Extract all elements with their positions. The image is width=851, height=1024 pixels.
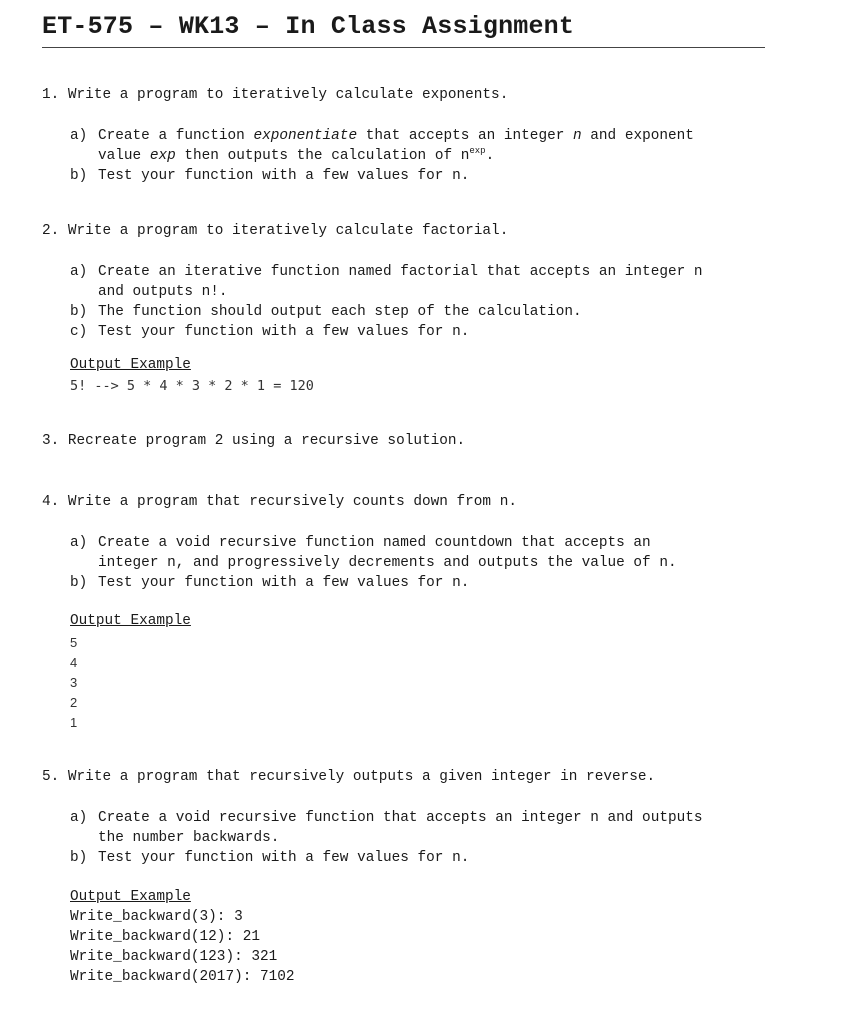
item-text: Create an iterative function named factorial that accepts an integer n xyxy=(98,264,703,280)
output-example-line: 5! --> 5 * 4 * 3 * 2 * 1 = 120 xyxy=(70,378,314,394)
item-label: b) xyxy=(70,304,88,320)
item-text: Test your function with a few values for n. xyxy=(98,324,470,340)
exponent-superscript: exp xyxy=(469,146,486,157)
text-part: and exponent xyxy=(581,128,694,144)
text-part: Create a function xyxy=(98,128,254,144)
countdown-value: 4 xyxy=(70,655,78,670)
item-text: Test your function with a few values for n. xyxy=(98,168,470,184)
item-label: b) xyxy=(70,575,88,591)
question-2-item-b xyxy=(70,302,582,322)
question-2-item-c xyxy=(70,322,469,342)
text-part: . xyxy=(485,148,495,164)
item-label: b) xyxy=(70,168,88,184)
item-label: a) xyxy=(70,264,88,280)
item-label: b) xyxy=(70,850,88,866)
item-label: c) xyxy=(70,324,88,340)
question-2: 2. Write a program to iteratively calculate factorial. xyxy=(42,223,509,239)
countdown-value: 5 xyxy=(70,635,78,650)
item-label: a) xyxy=(70,810,88,826)
question-3: 3. Recreate program 2 using a recursive solution. xyxy=(42,433,466,449)
item-text: Test your function with a few values for n. xyxy=(98,850,470,866)
question-1: 1. Write a program to iteratively calculate exponents. xyxy=(42,87,509,103)
function-name: exponentiate xyxy=(253,128,358,144)
item-text-continued: integer n, and progressively decrements and outputs the value of n. xyxy=(98,555,677,571)
output-example-line: Write_backward(12): 21 xyxy=(70,929,260,945)
question-5-item-b xyxy=(70,848,469,868)
page-title: ET-575 – WK13 – In Class Assignment xyxy=(42,12,765,48)
question-4: 4. Write a program that recursively counts down from n. xyxy=(42,494,517,510)
question-4-item-a xyxy=(70,533,677,573)
item-text: Create a void recursive function named countdown that accepts an xyxy=(98,535,651,551)
text-part: value xyxy=(98,148,150,164)
text-part: that accepts an integer xyxy=(357,128,573,144)
output-example-line: Write_backward(123): 321 xyxy=(70,949,278,965)
question-5-item-a xyxy=(70,808,703,848)
item-label: a) xyxy=(70,128,88,144)
question-5: 5. Write a program that recursively outputs a given integer in reverse. xyxy=(42,769,656,785)
question-1-item-b xyxy=(70,166,469,186)
item-text: Create a void recursive function that accepts an integer n and outputs xyxy=(98,810,703,826)
output-example-title: Output Example xyxy=(70,357,191,373)
output-example-title: Output Example xyxy=(70,613,191,629)
item-text-continued: the number backwards. xyxy=(98,830,280,846)
output-example-line: Write_backward(3): 3 xyxy=(70,909,243,925)
item-text: Test your function with a few values for n. xyxy=(98,575,470,591)
question-1-item-a xyxy=(70,126,694,166)
question-4-item-b xyxy=(70,573,469,593)
countdown-value: 1 xyxy=(70,715,78,730)
countdown-value: 3 xyxy=(70,675,78,690)
countdown-value: 2 xyxy=(70,695,78,710)
output-example-title: Output Example xyxy=(70,889,191,905)
item-label: a) xyxy=(70,535,88,551)
text-part: then outputs the calculation of n xyxy=(175,148,470,164)
variable-exp: exp xyxy=(149,148,176,164)
variable-n: n xyxy=(573,128,582,144)
question-2-item-a xyxy=(70,262,703,302)
output-example-line: Write_backward(2017): 7102 xyxy=(70,969,295,985)
item-text: The function should output each step of the calculation. xyxy=(98,304,582,320)
item-text-continued: and outputs n!. xyxy=(98,284,228,300)
